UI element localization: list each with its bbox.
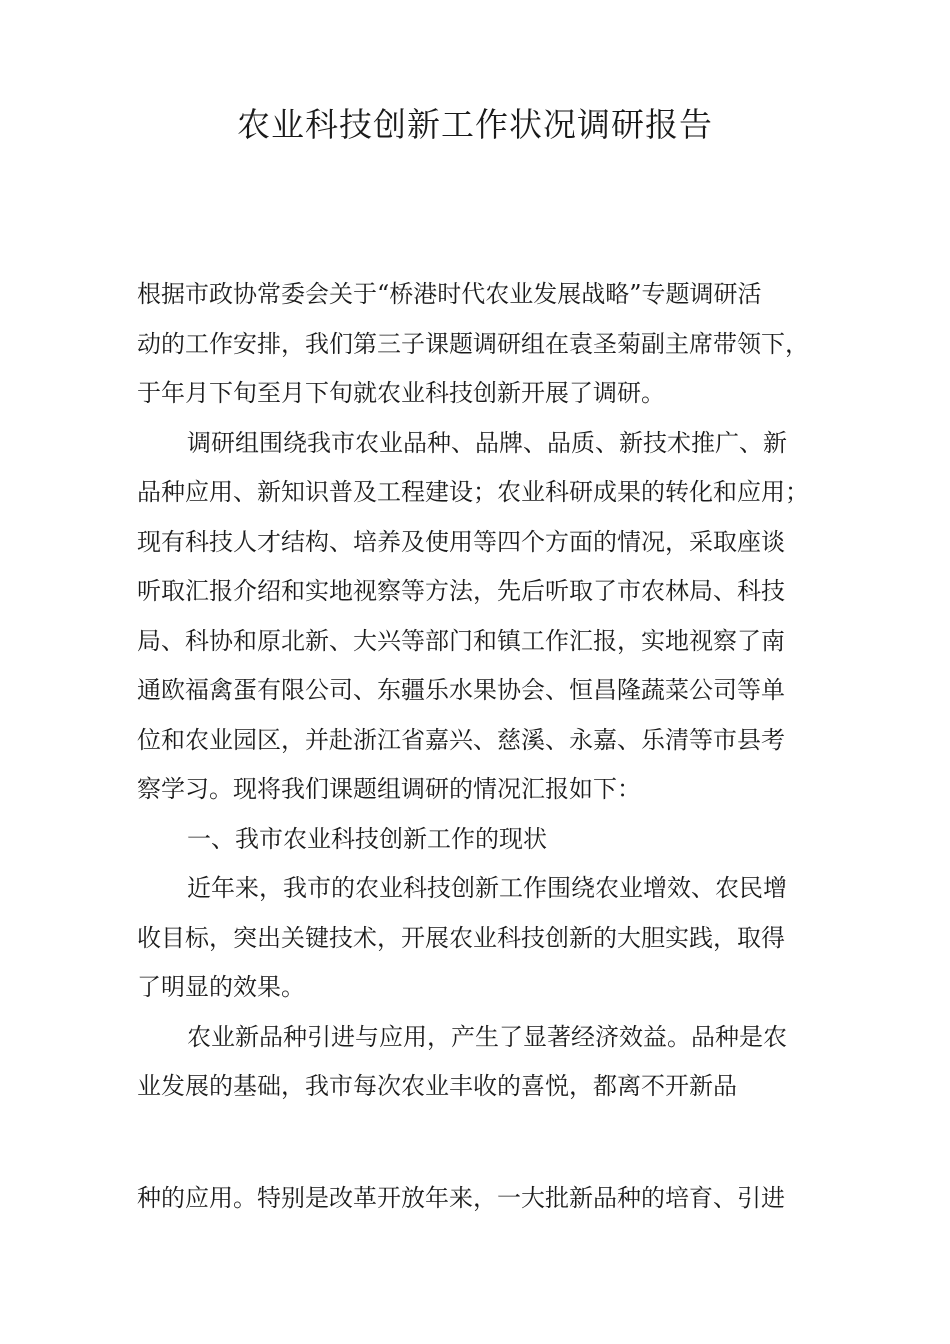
paragraph-2-line-2: 品种应用、新知识普及工程建设；农业科研成果的转化和应用；	[137, 478, 809, 506]
paragraph-2-line-5: 局、科协和原北新、大兴等部门和镇工作汇报，实地视察了南	[137, 626, 785, 655]
paragraph-2-line-7: 位和农业园区，并赴浙江省嘉兴、慈溪、永嘉、乐清等市县考	[137, 725, 785, 754]
paragraph-3-line-2: 收目标，突出关键技术，开展农业科技创新的大胆实践，取得	[137, 923, 785, 952]
paragraph-4-line-2: 业发展的基础，我市每次农业丰收的喜悦，都离不开新品	[137, 1072, 737, 1100]
paragraph-1-line-1: 根据市政协常委会关于“桥港时代农业发展战略”专题调研活	[137, 280, 762, 308]
paragraph-2-line-3: 现有科技人才结构、培养及使用等四个方面的情况，采取座谈	[137, 527, 785, 556]
paragraph-3-line-3: 了明显的效果。	[137, 973, 305, 1001]
paragraph-2-line-8: 察学习。现将我们课题组调研的情况汇报如下：	[137, 775, 641, 803]
paragraph-3-line-1: 近年来，我市的农业科技创新工作围绕农业增效、农民增	[187, 874, 787, 902]
paragraph-2-line-4: 听取汇报介绍和实地视察等方法，先后听取了市农林局、科技	[137, 577, 785, 605]
paragraph-1-line-3: 于年月下旬至月下旬就农业科技创新开展了调研。	[137, 379, 665, 407]
document-body	[137, 270, 837, 1112]
paragraph-2-line-1: 调研组围绕我市农业品种、品牌、品质、新技术推广、新	[187, 428, 787, 457]
paragraph-4-line-1: 农业新品种引进与应用，产生了显著经济效益。品种是农	[187, 1022, 787, 1051]
paragraph-2-line-6: 通欧福禽蛋有限公司、东疆乐水果协会、恒昌隆蔬菜公司等单	[137, 676, 785, 704]
page-continuation-line: 种的应用。特别是改革开放年来，一大批新品种的培育、引进	[137, 1184, 785, 1212]
paragraph-1-line-2: 动的工作安排，我们第三子课题调研组在袁圣菊副主席带领下，	[137, 329, 809, 358]
section-heading: 一、我市农业科技创新工作的现状	[187, 824, 547, 853]
document-title: 农业科技创新工作状况调研报告	[237, 105, 713, 144]
